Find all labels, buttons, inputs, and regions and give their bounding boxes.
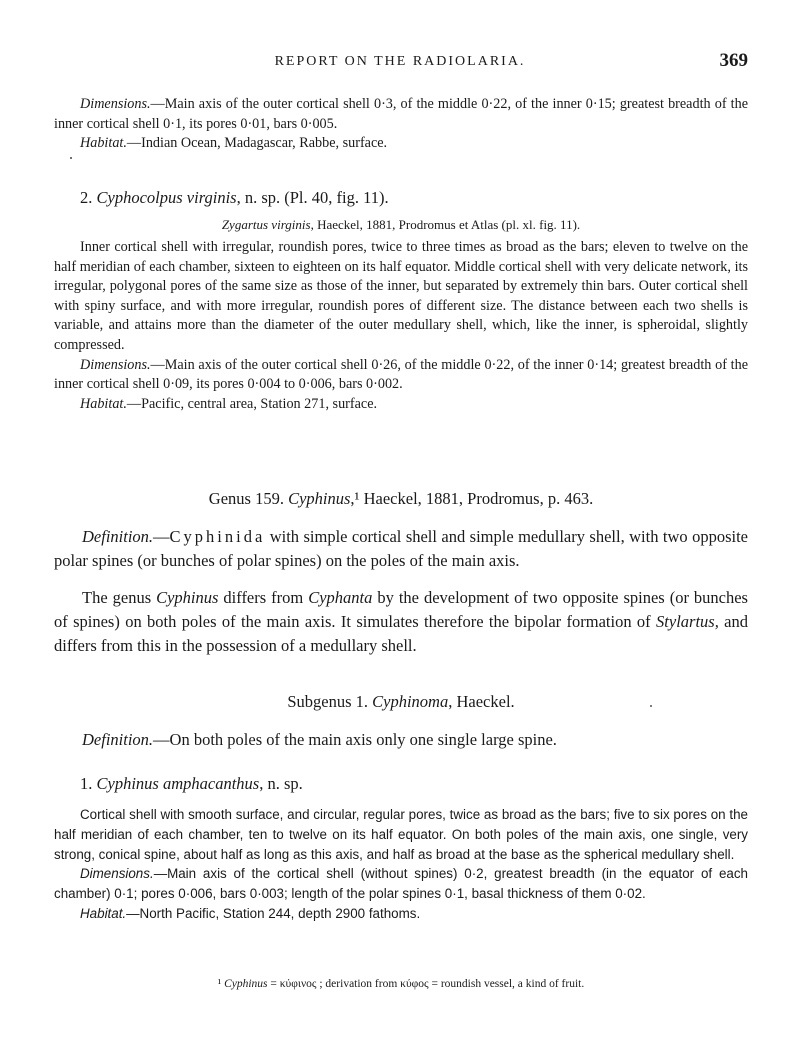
species-heading: 1. Cyphinus amphacanthus, n. sp. — [80, 774, 303, 793]
dimensions-paragraph: Dimensions.—Main axis of the outer cortical shell 0·3, of the middle 0·22, of the inner 0·15; greatest breadth of the inner cortical shell 0·1, its pores 0·01, bars 0·005. — [54, 96, 748, 132]
description-paragraph: Cortical shell with smooth surface, and circular, regular pores, twice as broad as the bars; five to six pores on the half meridian of each chamber, ten to twelve on its half equator. On both poles of the main axis, one single, very strong, conical spine, about half as long as this axis, and half as broad at the base as the spherical medullary shell. — [54, 807, 748, 862]
species-2-heading: 2. Cyphocolpus virginis, n. sp. (Pl. 40, fig. 11). — [80, 188, 389, 207]
synonym-name: Zygartus virginis — [221, 217, 311, 232]
page-number: 369 — [719, 50, 748, 71]
synonym-line: Zygartus virginis, Haeckel, 1881, Prodromus et Atlas (pl. xl. fig. 11). — [221, 217, 581, 232]
genus-heading: Genus 159. Cyphinus,¹ Haeckel, 1881, Prodromus, p. 463. — [208, 489, 594, 508]
species-2-body — [54, 238, 748, 414]
subgenus-heading: Subgenus 1. Cyphinoma, Haeckel. — [287, 692, 515, 711]
species-1-end — [54, 95, 748, 154]
stray-mark — [70, 157, 72, 159]
definition-label: Definition. — [82, 730, 154, 749]
page-header — [0, 50, 800, 76]
habitat-label: Habitat. — [80, 395, 127, 412]
description-paragraph: Inner cortical shell with irregular, roundish pores, twice to three times as broad as the bars; eleven to twelve on the half meridian of each chamber, sixteen to eighteen on its half equator. Middle cortical shell with very delicate network, its irregular, polygonal pores of the same size as those of the inner, but separated by extremely thin bars. Outer cortical shell with spiny surface, and with more irregular, roundish pores of different size. The distance between each two shells is variable, and attains more than the diameter of the outer medullary shell, which, like the inner, is spheroidal, slightly compressed. — [54, 239, 748, 353]
dimensions-paragraph: Dimensions.—Main axis of the cortical shell (without spines) 0·2, greatest breadth (in the equator of each chamber) 0·1; pores 0·006, bars 0·003; length of the polar spines 0·1, basal thickness of them 0·02. — [54, 866, 748, 902]
subgenus-definition: Definition.—On both poles of the main axis only one single large spine. — [82, 730, 557, 749]
habitat-paragraph: Habitat.—Indian Ocean, Madagascar, Rabbe, surface. — [80, 135, 388, 152]
habitat-paragraph: Habitat.—Pacific, central area, Station 271, surface. — [80, 395, 378, 412]
dimensions-paragraph: Dimensions.—Main axis of the outer cortical shell 0·26, of the middle 0·22, of the inner 0·14; greatest breadth of the inner cortical shell 0·09, its pores 0·004 to 0·006, bars 0·002. — [54, 356, 748, 393]
species-body — [54, 805, 748, 924]
genus-name: Cyphinus — [288, 489, 351, 508]
subgenus-name: Cyphinoma — [372, 692, 449, 711]
definition-label: Definition. — [82, 527, 154, 546]
genus-discussion: The genus Cyphinus differs from Cyphanta by the development of two opposite spines (or bunches of spines) on both poles of the main axis. It simulates therefore the bipolar formation of Stylartus, and differs from this in the possession of a medullary shell. — [54, 588, 749, 655]
footnote: ¹ Cyphinus = κύφινος ; derivation from κύφος = roundish vessel, a kind of fruit. — [217, 978, 585, 990]
running-title: REPORT ON THE RADIOLARIA. — [274, 54, 526, 69]
species-name: Cyphocolpus virginis — [96, 188, 237, 207]
dimensions-label: Dimensions. — [80, 96, 151, 112]
habitat-label: Habitat. — [80, 905, 127, 921]
dimensions-label: Dimensions. — [80, 356, 151, 373]
species-name: Cyphinus amphacanthus — [96, 774, 260, 793]
family-name: Cyphinida — [169, 527, 266, 546]
habitat-label: Habitat. — [80, 135, 127, 152]
dimensions-label: Dimensions. — [80, 866, 154, 882]
genus-definition: Definition.—Cyphinida with simple cortical shell and simple medullary shell, with two opposite polar spines (or bunches of polar spines) on the poles of the main axis. — [54, 527, 748, 570]
habitat-paragraph: Habitat.—North Pacific, Station 244, depth 2900 fathoms. — [80, 905, 421, 921]
